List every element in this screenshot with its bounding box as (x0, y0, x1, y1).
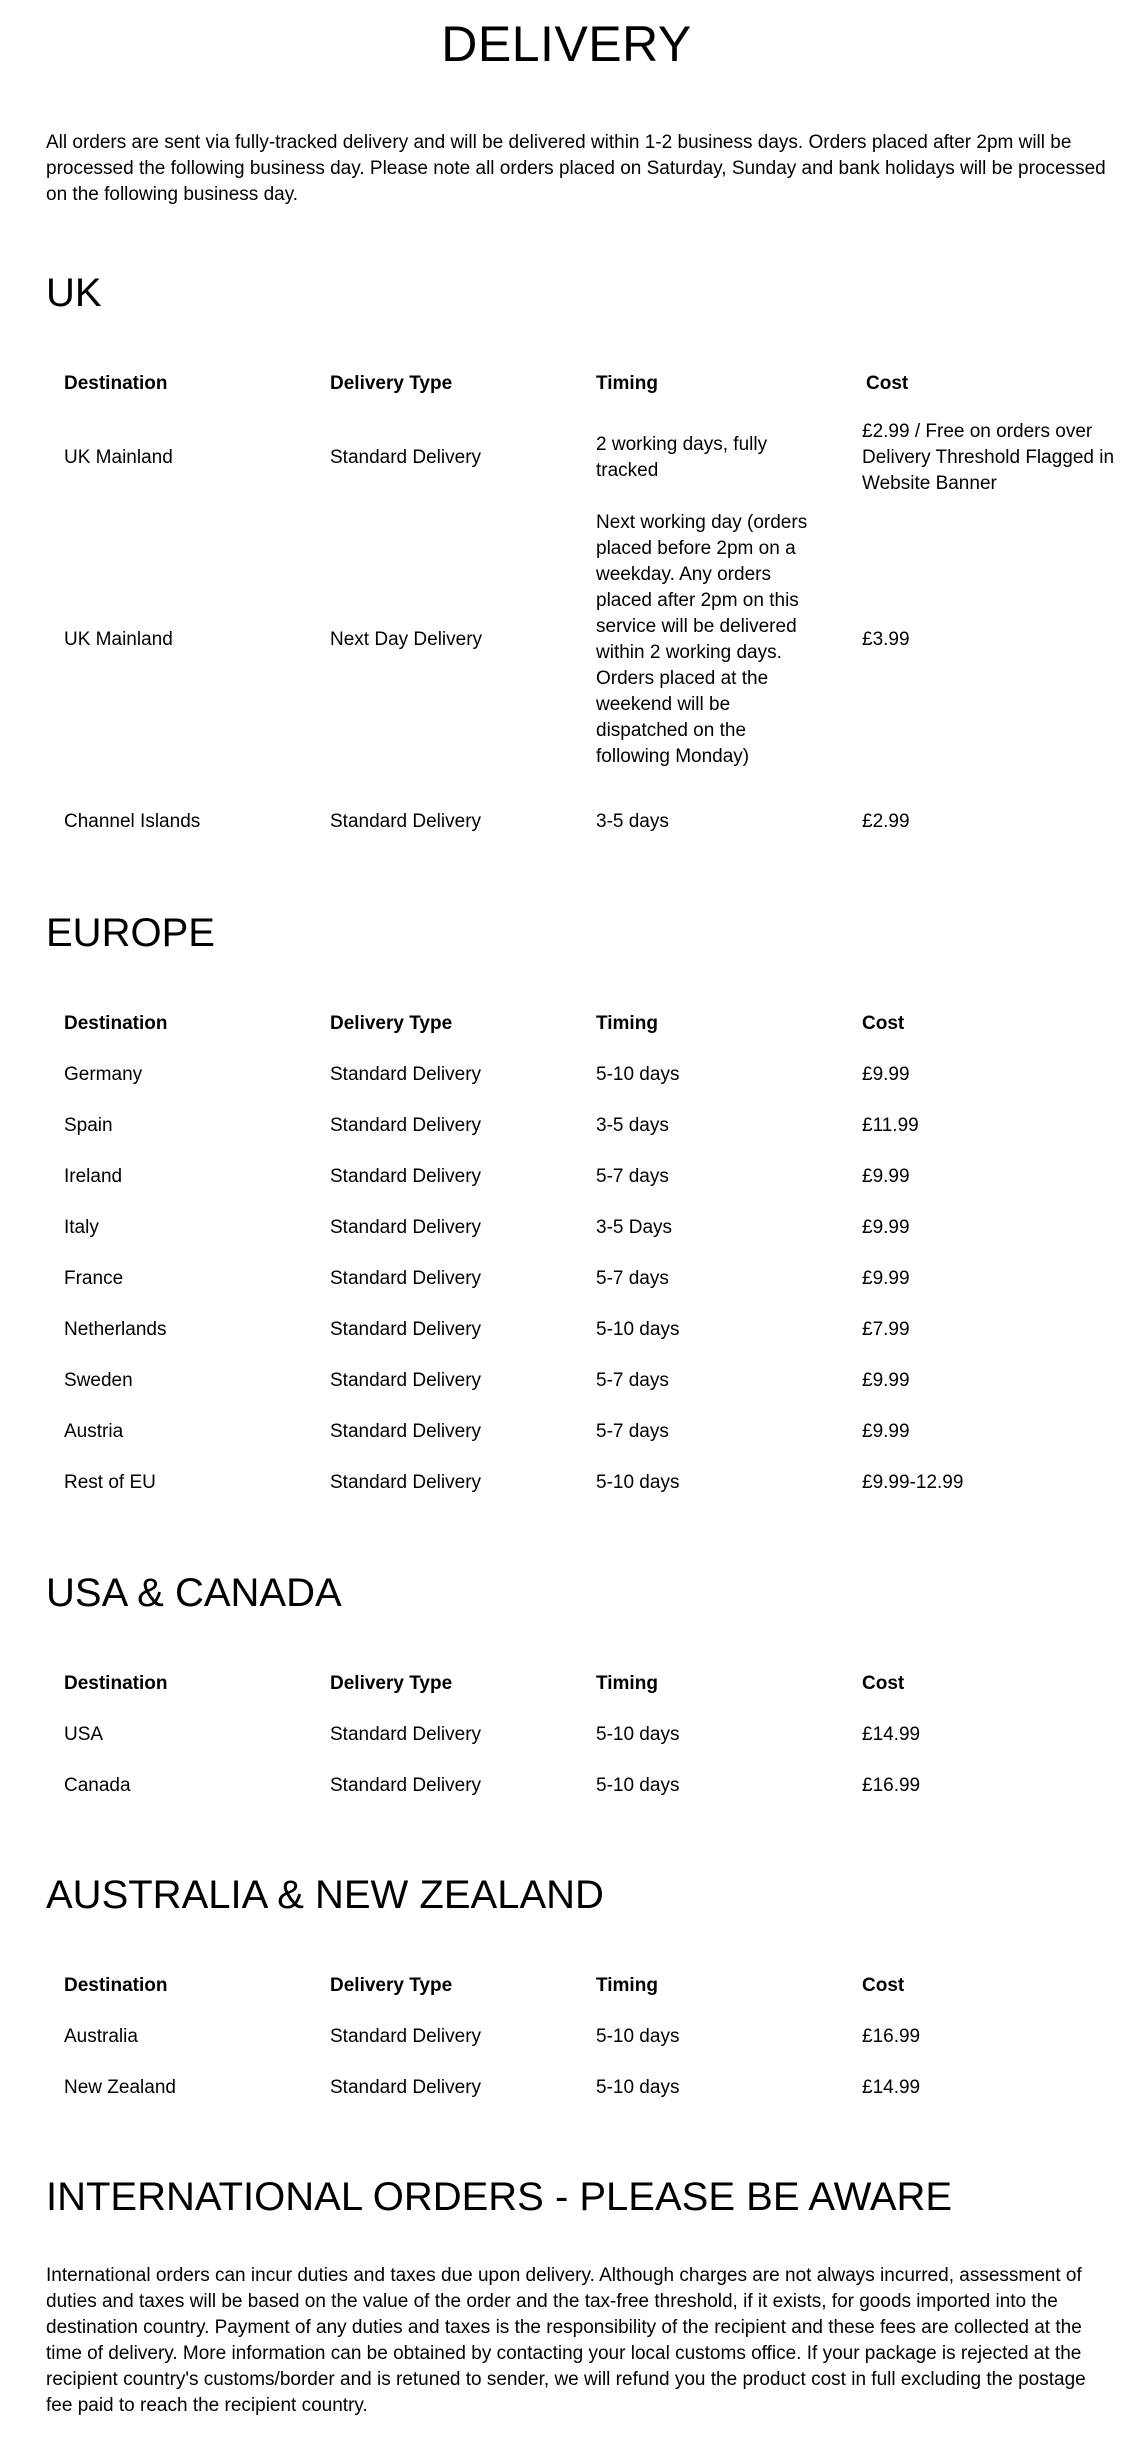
cell-destination: Channel Islands (64, 811, 201, 832)
cell-delivery-type: Next Day Delivery (330, 629, 483, 650)
header-delivery-type: Delivery Type (330, 1672, 453, 1694)
cell-timing: 5-10 days (596, 2076, 680, 2098)
table-row (46, 1355, 1116, 1406)
cell-delivery-type: Standard Delivery (330, 1114, 482, 1136)
cell-delivery-type: Standard Delivery (330, 1471, 482, 1493)
cell-timing: 5-10 days (596, 1774, 680, 1796)
cell-delivery-type: Standard Delivery (330, 2025, 482, 2047)
cell-delivery-type: Standard Delivery (330, 1420, 482, 1442)
uk-delivery-table (46, 358, 1116, 871)
table-row (46, 1457, 1116, 1508)
cell-timing: 5-7 days (596, 1369, 669, 1391)
cell-delivery-type: Standard Delivery (330, 1369, 482, 1391)
intro-paragraph: All orders are sent via fully-tracked delivery and will be delivered within 1-2 business days. Orders placed after 2pm will be processed the following business day. Please note all orders placed on Saturday, Sunday and bank holidays will be processed on the following business day. (46, 132, 1106, 205)
table-row (46, 507, 1116, 773)
header-timing: Timing (596, 372, 658, 394)
cell-cost: £14.99 (862, 1723, 921, 1745)
table-row (46, 1202, 1116, 1253)
table-header-row (46, 1960, 1116, 2011)
table-row (46, 409, 1116, 507)
cell-timing: 5-7 days (596, 1165, 669, 1187)
cell-cost: £16.99 (862, 2025, 921, 2047)
cell-cost: £7.99 (862, 1318, 910, 1340)
cell-timing: 5-7 days (596, 1420, 669, 1442)
cell-timing: 2 working days, fully tracked (596, 434, 768, 481)
cell-destination: Canada (64, 1774, 131, 1796)
header-delivery-type: Delivery Type (330, 1974, 453, 1996)
table-row (46, 1253, 1116, 1304)
header-cost: Cost (866, 372, 909, 394)
cell-cost: £11.99 (862, 1114, 919, 1136)
europe-delivery-table (46, 998, 1116, 1508)
cell-cost: £9.99 (862, 1063, 910, 1085)
cell-destination: USA (64, 1723, 104, 1745)
header-destination: Destination (64, 372, 168, 394)
usa-canada-delivery-table (46, 1658, 1116, 1811)
cell-cost: £2.99 / Free on orders over Delivery Threshold Flagged in Website Banner (862, 421, 1115, 494)
cell-destination: France (64, 1267, 124, 1289)
section-title-australia-nz: AUSTRALIA & NEW ZEALAND (46, 1873, 604, 1917)
header-timing: Timing (596, 1974, 658, 1996)
section-title-uk: UK (46, 271, 102, 315)
header-timing: Timing (596, 1672, 658, 1694)
cell-cost: £9.99 (862, 1267, 910, 1289)
table-header-row (46, 998, 1116, 1049)
cell-delivery-type: Standard Delivery (330, 1063, 482, 1085)
cell-cost: £9.99-12.99 (862, 1471, 964, 1493)
cell-destination: New Zealand (64, 2076, 176, 2098)
cell-cost: £9.99 (862, 1165, 910, 1187)
cell-destination: UK Mainland (64, 629, 173, 650)
cell-cost: £14.99 (862, 2076, 921, 2098)
cell-timing: 5-10 days (596, 1723, 680, 1745)
table-row (46, 2011, 1116, 2062)
table-row (46, 1151, 1116, 1202)
cell-delivery-type: Standard Delivery (330, 2076, 482, 2098)
table-row (46, 1709, 1116, 1760)
cell-destination: Italy (64, 1216, 99, 1238)
table-header-row (46, 358, 1116, 409)
cell-destination: Spain (64, 1114, 113, 1136)
header-destination: Destination (64, 1012, 168, 1034)
cell-delivery-type: Standard Delivery (330, 1723, 482, 1745)
table-row (46, 1760, 1116, 1811)
cell-delivery-type: Standard Delivery (330, 811, 482, 832)
header-timing: Timing (596, 1012, 658, 1034)
section-title-international: INTERNATIONAL ORDERS - PLEASE BE AWARE (46, 2175, 953, 2219)
cell-delivery-type: Standard Delivery (330, 1267, 482, 1289)
cell-timing: Next working day (orders placed before 2pm on a weekday. Any orders placed after 2pm on this service will be delivered within 2 working days. Orders placed at the weekend will be dispatched on the following Monday) (596, 512, 808, 767)
table-row (46, 1304, 1116, 1355)
cell-cost: £9.99 (862, 1216, 910, 1238)
cell-timing: 5-7 days (596, 1267, 669, 1289)
cell-timing: 3-5 Days (596, 1216, 673, 1238)
header-delivery-type: Delivery Type (330, 1012, 453, 1034)
cell-delivery-type: Standard Delivery (330, 1216, 482, 1238)
australia-nz-delivery-table (46, 1960, 1116, 2113)
section-title-europe: EUROPE (46, 911, 215, 955)
cell-timing: 5-10 days (596, 1063, 680, 1085)
table-header-row (46, 1658, 1116, 1709)
header-cost: Cost (862, 1672, 905, 1694)
cell-timing: 5-10 days (596, 1318, 680, 1340)
cell-destination: Rest of EU (64, 1471, 156, 1493)
table-row (46, 1100, 1116, 1151)
header-destination: Destination (64, 1672, 168, 1694)
cell-delivery-type: Standard Delivery (330, 447, 482, 468)
cell-destination: Australia (64, 2025, 138, 2047)
cell-cost: £16.99 (862, 1774, 921, 1796)
header-cost: Cost (862, 1974, 905, 1996)
cell-delivery-type: Standard Delivery (330, 1318, 482, 1340)
header-cost: Cost (862, 1012, 905, 1034)
table-row (46, 773, 1116, 871)
cell-destination: Germany (64, 1063, 143, 1085)
table-row (46, 2062, 1116, 2113)
cell-destination: Ireland (64, 1165, 123, 1187)
table-row (46, 1406, 1116, 1457)
cell-delivery-type: Standard Delivery (330, 1774, 482, 1796)
section-title-usa-canada: USA & CANADA (46, 1571, 342, 1615)
page-title: DELIVERY (441, 16, 692, 72)
cell-timing: 5-10 days (596, 2025, 680, 2047)
cell-destination: Austria (64, 1420, 124, 1442)
cell-delivery-type: Standard Delivery (330, 1165, 482, 1187)
cell-cost: £2.99 (862, 811, 910, 832)
cell-destination: Netherlands (64, 1318, 167, 1340)
cell-destination: Sweden (64, 1369, 133, 1391)
cell-timing: 3-5 days (596, 1114, 669, 1136)
cell-cost: £9.99 (862, 1369, 910, 1391)
cell-cost: £9.99 (862, 1420, 910, 1442)
header-destination: Destination (64, 1974, 168, 1996)
international-paragraph: International orders can incur duties and taxes due upon delivery. Although charges are not always incurred, assessment of duties and taxes will be based on the value of the order and the tax-free threshold, if it exists, for goods imported into the destination country. Payment of any duties and taxes is the responsibility of the recipient and these fees are collected at the time of delivery. More information can be obtained by contacting your local customs office. If your package is rejected at the recipient country's customs/border and is retuned to sender, we will refund you the product cost in full excluding the postage fee paid to reach the recipient country. (46, 2265, 1086, 2416)
cell-destination: UK Mainland (64, 447, 173, 468)
table-row (46, 1049, 1116, 1100)
cell-timing: 3-5 days (596, 811, 669, 832)
cell-timing: 5-10 days (596, 1471, 680, 1493)
cell-cost: £3.99 (862, 629, 910, 650)
header-delivery-type: Delivery Type (330, 372, 453, 394)
